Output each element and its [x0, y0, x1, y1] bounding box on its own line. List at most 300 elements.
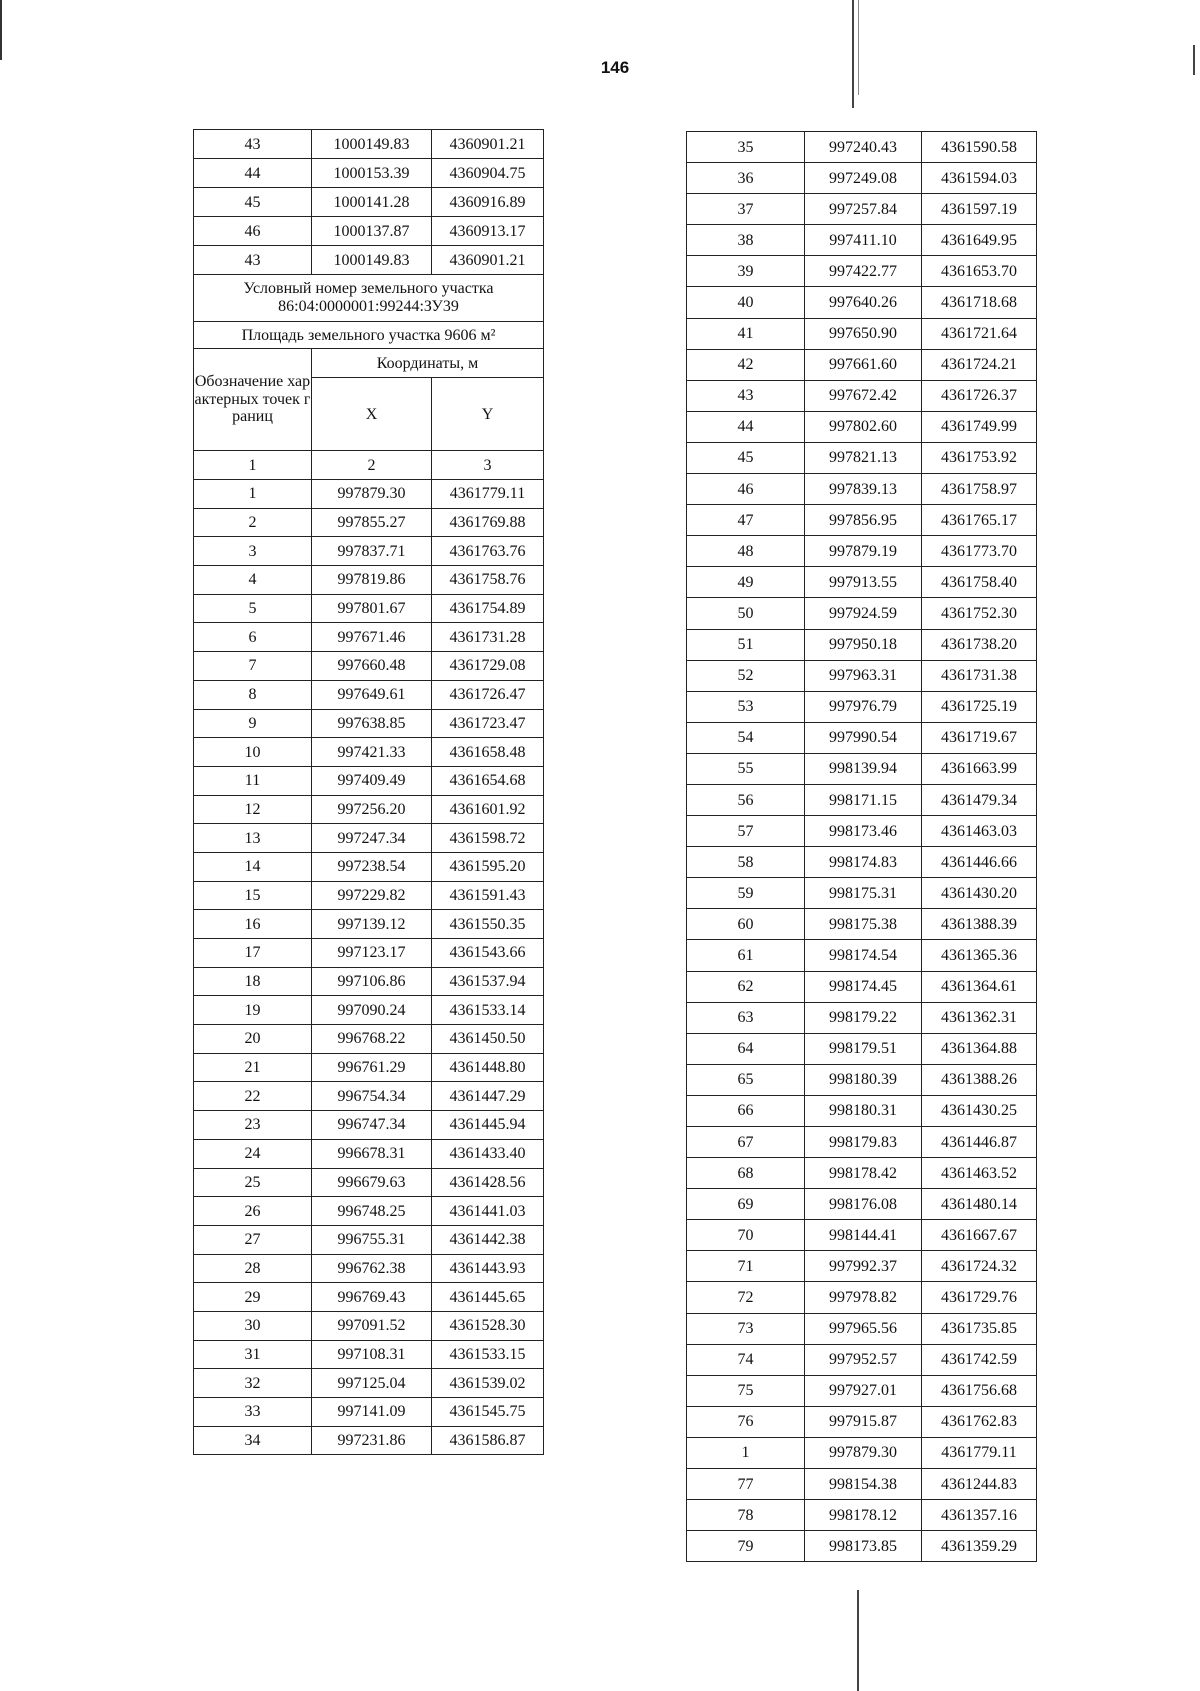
- x-coordinate: 997952.57: [805, 1344, 922, 1375]
- table-row: [687, 442, 1037, 473]
- x-coordinate: 997990.54: [805, 722, 922, 753]
- point-number: 39: [687, 256, 805, 287]
- y-coordinate: 4361725.19: [922, 691, 1037, 722]
- y-coordinate: 4361594.03: [922, 163, 1037, 194]
- table-row: [194, 1283, 544, 1312]
- y-coordinate: 4361763.76: [432, 537, 544, 566]
- table-row: [194, 680, 544, 709]
- x-coordinate: 998173.85: [805, 1531, 922, 1562]
- table-row: [687, 1220, 1037, 1251]
- y-coordinate: 4361446.87: [922, 1127, 1037, 1158]
- point-number: 23: [194, 1111, 312, 1140]
- y-coordinate: 4360913.17: [432, 217, 544, 246]
- x-coordinate: 998173.46: [805, 816, 922, 847]
- point-number: 7: [194, 652, 312, 681]
- x-coordinate: 997249.08: [805, 163, 922, 194]
- x-coordinate: 996747.34: [312, 1111, 432, 1140]
- y-coordinate: 4361428.56: [432, 1168, 544, 1197]
- point-number: 25: [194, 1168, 312, 1197]
- x-coordinate: 997661.60: [805, 349, 922, 380]
- table-row: [687, 1531, 1037, 1562]
- table-row: [687, 784, 1037, 815]
- point-number: 27: [194, 1225, 312, 1254]
- x-coordinate: 997913.55: [805, 567, 922, 598]
- point-number: 44: [687, 411, 805, 442]
- table-row: [194, 766, 544, 795]
- table-row: [194, 1254, 544, 1283]
- x-coordinate: 997855.27: [312, 508, 432, 537]
- point-number: 61: [687, 940, 805, 971]
- x-coordinate: 998139.94: [805, 753, 922, 784]
- table-row: [194, 623, 544, 652]
- y-coordinate: 4361597.19: [922, 194, 1037, 225]
- table-row: [194, 709, 544, 738]
- x-header: X: [312, 378, 432, 451]
- x-coordinate: 997091.52: [312, 1311, 432, 1340]
- point-number: 26: [194, 1197, 312, 1226]
- x-coordinate: 997090.24: [312, 996, 432, 1025]
- point-number: 67: [687, 1127, 805, 1158]
- point-number: 29: [194, 1283, 312, 1312]
- scan-edge-left: [0, 0, 2, 60]
- point-number: 62: [687, 971, 805, 1002]
- x-coordinate: 1000149.83: [312, 246, 432, 275]
- y-coordinate: 4361654.68: [432, 766, 544, 795]
- point-number: 63: [687, 1002, 805, 1033]
- y-coordinate: 4361443.93: [432, 1254, 544, 1283]
- y-coordinate: 4361753.92: [922, 442, 1037, 473]
- y-coordinate: 4361445.65: [432, 1283, 544, 1312]
- y-coordinate: 4361447.29: [432, 1082, 544, 1111]
- x-coordinate: 997139.12: [312, 910, 432, 939]
- y-coordinate: 4361758.40: [922, 567, 1037, 598]
- table-row: [194, 130, 544, 159]
- table-row: [687, 1344, 1037, 1375]
- y-coordinate: 4361718.68: [922, 287, 1037, 318]
- y-coordinate: 4361433.40: [432, 1139, 544, 1168]
- x-coordinate: 996678.31: [312, 1139, 432, 1168]
- table-row: [687, 971, 1037, 1002]
- y-coordinate: 4361721.64: [922, 318, 1037, 349]
- y-coordinate: 4361779.11: [922, 1437, 1037, 1468]
- y-coordinate: 4361601.92: [432, 795, 544, 824]
- y-coordinate: 4361445.94: [432, 1111, 544, 1140]
- point-number: 6: [194, 623, 312, 652]
- table-row: [194, 537, 544, 566]
- x-coordinate: 997649.61: [312, 680, 432, 709]
- table-row: [194, 1311, 544, 1340]
- x-coordinate: 997915.87: [805, 1406, 922, 1437]
- y-coordinate: 4361731.28: [432, 623, 544, 652]
- point-number: 16: [194, 910, 312, 939]
- parcel-point-rows: [194, 480, 544, 1455]
- point-number: 40: [687, 287, 805, 318]
- table-row: [687, 816, 1037, 847]
- point-number: 3: [194, 537, 312, 566]
- x-coordinate: 996754.34: [312, 1082, 432, 1111]
- table-row: [687, 1189, 1037, 1220]
- x-coordinate: 997978.82: [805, 1282, 922, 1313]
- table-row: [687, 629, 1037, 660]
- point-number: 50: [687, 598, 805, 629]
- y-coordinate: 4361586.87: [432, 1426, 544, 1455]
- y-coordinate: 4360904.75: [432, 159, 544, 188]
- point-number: 10: [194, 738, 312, 767]
- x-coordinate: 997924.59: [805, 598, 922, 629]
- x-coordinate: 997801.67: [312, 594, 432, 623]
- table-row: [194, 480, 544, 509]
- table-row: [687, 598, 1037, 629]
- x-coordinate: 997411.10: [805, 225, 922, 256]
- y-coordinate: 4361446.66: [922, 847, 1037, 878]
- table-row: [194, 1168, 544, 1197]
- x-coordinate: 997638.85: [312, 709, 432, 738]
- table-row: [687, 722, 1037, 753]
- y-coordinate: 4361539.02: [432, 1369, 544, 1398]
- y-coordinate: 4361533.15: [432, 1340, 544, 1369]
- point-number: 48: [687, 536, 805, 567]
- y-coordinate: 4361362.31: [922, 1002, 1037, 1033]
- table-row: [687, 536, 1037, 567]
- y-coordinate: 4361724.32: [922, 1251, 1037, 1282]
- x-coordinate: 997640.26: [805, 287, 922, 318]
- point-number: 74: [687, 1344, 805, 1375]
- y-coordinate: 4361441.03: [432, 1197, 544, 1226]
- table-row: [194, 159, 544, 188]
- point-number: 9: [194, 709, 312, 738]
- table-row: [687, 1002, 1037, 1033]
- table-row: [687, 909, 1037, 940]
- x-coordinate: 998176.08: [805, 1189, 922, 1220]
- table-row: [687, 1064, 1037, 1095]
- x-coordinate: 997672.42: [805, 380, 922, 411]
- point-number: 43: [687, 380, 805, 411]
- y-coordinate: 4361724.21: [922, 349, 1037, 380]
- x-coordinate: 998175.31: [805, 878, 922, 909]
- x-coordinate: 997650.90: [805, 318, 922, 349]
- table-row: [687, 225, 1037, 256]
- point-number: 22: [194, 1082, 312, 1111]
- table-row: [687, 287, 1037, 318]
- table-row: [194, 652, 544, 681]
- y-coordinate: 4361653.70: [922, 256, 1037, 287]
- x-coordinate: 998180.39: [805, 1064, 922, 1095]
- point-number: 70: [687, 1220, 805, 1251]
- table-row: [687, 660, 1037, 691]
- point-number: 73: [687, 1313, 805, 1344]
- x-coordinate: 996761.29: [312, 1053, 432, 1082]
- previous-parcel-rows: [194, 130, 544, 275]
- x-coordinate: 997229.82: [312, 881, 432, 910]
- x-coordinate: 997421.33: [312, 738, 432, 767]
- y-coordinate: 4360916.89: [432, 188, 544, 217]
- point-number: 45: [194, 188, 312, 217]
- table-row: [194, 217, 544, 246]
- table-row: [194, 852, 544, 881]
- x-coordinate: 1000149.83: [312, 130, 432, 159]
- table-row: [687, 1251, 1037, 1282]
- x-coordinate: 997839.13: [805, 474, 922, 505]
- point-number: 54: [687, 722, 805, 753]
- point-number: 69: [687, 1189, 805, 1220]
- point-number: 41: [687, 318, 805, 349]
- table-row: [194, 881, 544, 910]
- x-coordinate: 997837.71: [312, 537, 432, 566]
- y-coordinate: 4360901.21: [432, 246, 544, 275]
- table-row: [194, 1225, 544, 1254]
- point-number: 28: [194, 1254, 312, 1283]
- point-number: 52: [687, 660, 805, 691]
- x-coordinate: 997965.56: [805, 1313, 922, 1344]
- x-coordinate: 997992.37: [805, 1251, 922, 1282]
- y-coordinate: 4361359.29: [922, 1531, 1037, 1562]
- y-coordinate: 4361463.03: [922, 816, 1037, 847]
- scan-artifact-top-2: [858, 0, 859, 95]
- y-coordinate: 4361719.67: [922, 722, 1037, 753]
- x-coordinate: 996679.63: [312, 1168, 432, 1197]
- point-number: 17: [194, 939, 312, 968]
- y-coordinate: 4361752.30: [922, 598, 1037, 629]
- x-coordinate: 997240.43: [805, 132, 922, 163]
- table-row: [687, 380, 1037, 411]
- y-coordinate: 4361731.38: [922, 660, 1037, 691]
- y-coordinate: 4361244.83: [922, 1469, 1037, 1500]
- y-coordinate: 4361758.97: [922, 474, 1037, 505]
- y-coordinate: 4361537.94: [432, 967, 544, 996]
- point-number: 78: [687, 1500, 805, 1531]
- table-row: [194, 1369, 544, 1398]
- point-number: 55: [687, 753, 805, 784]
- table-row: [194, 824, 544, 853]
- point-number: 38: [687, 225, 805, 256]
- y-coordinate: 4361430.20: [922, 878, 1037, 909]
- table-row: [194, 1340, 544, 1369]
- point-number: 47: [687, 505, 805, 536]
- table-row: [687, 474, 1037, 505]
- point-number: 46: [194, 217, 312, 246]
- y-coordinate: 4361598.72: [432, 824, 544, 853]
- y-coordinate: 4361765.17: [922, 505, 1037, 536]
- table-row: [687, 1158, 1037, 1189]
- y-coordinate: 4361528.30: [432, 1311, 544, 1340]
- point-number: 4: [194, 566, 312, 595]
- table-row: [687, 1375, 1037, 1406]
- parcel-number-label: Условный номер земельного участка 86:04:0000001:99244:ЗУ39: [194, 275, 544, 322]
- table-row: [194, 566, 544, 595]
- x-coordinate: 997976.79: [805, 691, 922, 722]
- x-coordinate: 998154.38: [805, 1469, 922, 1500]
- y-coordinate: 4361364.61: [922, 971, 1037, 1002]
- y-coordinate: 4361357.16: [922, 1500, 1037, 1531]
- x-coordinate: 997660.48: [312, 652, 432, 681]
- point-number: 66: [687, 1095, 805, 1126]
- table-row: [687, 1127, 1037, 1158]
- y-coordinate: 4361729.76: [922, 1282, 1037, 1313]
- y-coordinate: 4361749.99: [922, 411, 1037, 442]
- scan-artifact-top: [852, 0, 854, 108]
- y-coordinate: 4361762.83: [922, 1406, 1037, 1437]
- table-row: [687, 1313, 1037, 1344]
- table-row: [687, 567, 1037, 598]
- point-number: 77: [687, 1469, 805, 1500]
- point-number: 15: [194, 881, 312, 910]
- table-row: [687, 691, 1037, 722]
- x-coordinate: 998178.42: [805, 1158, 922, 1189]
- y-coordinate: 4361550.35: [432, 910, 544, 939]
- point-number: 31: [194, 1340, 312, 1369]
- point-number: 75: [687, 1375, 805, 1406]
- y-coordinate: 4361667.67: [922, 1220, 1037, 1251]
- x-coordinate: 997231.86: [312, 1426, 432, 1455]
- point-number: 8: [194, 680, 312, 709]
- point-number: 79: [687, 1531, 805, 1562]
- table-row: [194, 1082, 544, 1111]
- x-coordinate: 998180.31: [805, 1095, 922, 1126]
- point-number: 1: [194, 480, 312, 509]
- table-row: [194, 910, 544, 939]
- table-row: [687, 256, 1037, 287]
- y-coordinate: 4361658.48: [432, 738, 544, 767]
- y-coordinate: 4361450.50: [432, 1025, 544, 1054]
- point-number: 18: [194, 967, 312, 996]
- y-coordinate: 4361779.11: [432, 480, 544, 509]
- point-number: 32: [194, 1369, 312, 1398]
- x-coordinate: 997963.31: [805, 660, 922, 691]
- point-number: 2: [194, 508, 312, 537]
- x-coordinate: 997422.77: [805, 256, 922, 287]
- y-coordinate: 4361388.26: [922, 1064, 1037, 1095]
- y-coordinate: 4361365.36: [922, 940, 1037, 971]
- x-coordinate: 998174.54: [805, 940, 922, 971]
- x-coordinate: 997238.54: [312, 852, 432, 881]
- point-number: 34: [194, 1426, 312, 1455]
- y-coordinate: 4361388.39: [922, 909, 1037, 940]
- table-row: [687, 1469, 1037, 1500]
- table-row: [194, 508, 544, 537]
- x-coordinate: 997125.04: [312, 1369, 432, 1398]
- table-row: [687, 847, 1037, 878]
- table-row: [194, 1139, 544, 1168]
- y-header: Y: [432, 378, 544, 451]
- point-number: 51: [687, 629, 805, 660]
- table-row: [194, 967, 544, 996]
- table-row: [194, 1398, 544, 1427]
- y-coordinate: 4361591.43: [432, 881, 544, 910]
- x-coordinate: 996762.38: [312, 1254, 432, 1283]
- y-coordinate: 4361723.47: [432, 709, 544, 738]
- x-coordinate: 998178.12: [805, 1500, 922, 1531]
- x-coordinate: 998179.83: [805, 1127, 922, 1158]
- parcel-area-label: Площадь земельного участка 9606 м²: [194, 322, 544, 349]
- y-coordinate: 4361545.75: [432, 1398, 544, 1427]
- table-row: [687, 411, 1037, 442]
- table-row: [687, 349, 1037, 380]
- y-coordinate: 4361756.68: [922, 1375, 1037, 1406]
- y-coordinate: 4361649.95: [922, 225, 1037, 256]
- point-number: 53: [687, 691, 805, 722]
- coordinates-table-right: [686, 131, 1037, 1562]
- table-row: [194, 1053, 544, 1082]
- table-row: [194, 188, 544, 217]
- y-coordinate: 4361738.20: [922, 629, 1037, 660]
- y-coordinate: 4361479.34: [922, 784, 1037, 815]
- page-number: 146: [600, 58, 630, 77]
- x-coordinate: 997106.86: [312, 967, 432, 996]
- column-number-3: 3: [432, 451, 544, 480]
- y-coordinate: 4361595.20: [432, 852, 544, 881]
- point-number: 71: [687, 1251, 805, 1282]
- point-number: 21: [194, 1053, 312, 1082]
- x-coordinate: 997879.30: [312, 480, 432, 509]
- table-row: [687, 1282, 1037, 1313]
- table-row: [687, 1406, 1037, 1437]
- point-designation-header: Обозначение характерных точек границ: [194, 349, 312, 451]
- point-number: 36: [687, 163, 805, 194]
- table-row: [687, 505, 1037, 536]
- y-coordinate: 4361773.70: [922, 536, 1037, 567]
- x-coordinate: 997879.19: [805, 536, 922, 567]
- point-number: 12: [194, 795, 312, 824]
- table-row: [194, 1426, 544, 1455]
- y-coordinate: 4361543.66: [432, 939, 544, 968]
- x-coordinate: 997819.86: [312, 566, 432, 595]
- y-coordinate: 4361533.14: [432, 996, 544, 1025]
- x-coordinate: 997257.84: [805, 194, 922, 225]
- y-coordinate: 4361430.25: [922, 1095, 1037, 1126]
- x-coordinate: 997256.20: [312, 795, 432, 824]
- scan-artifact-bottom: [857, 1590, 859, 1691]
- parcel-point-rows-continued: [687, 132, 1037, 1562]
- x-coordinate: 997879.30: [805, 1437, 922, 1468]
- table-row: [194, 738, 544, 767]
- table-row: [687, 132, 1037, 163]
- y-coordinate: 4361480.14: [922, 1189, 1037, 1220]
- point-number: 14: [194, 852, 312, 881]
- table-row: [194, 996, 544, 1025]
- point-number: 42: [687, 349, 805, 380]
- y-coordinate: 4361463.52: [922, 1158, 1037, 1189]
- point-number: 65: [687, 1064, 805, 1095]
- y-coordinate: 4361742.59: [922, 1344, 1037, 1375]
- table-row: [194, 594, 544, 623]
- point-number: 24: [194, 1139, 312, 1168]
- point-number: 58: [687, 847, 805, 878]
- point-number: 76: [687, 1406, 805, 1437]
- point-number: 33: [194, 1398, 312, 1427]
- coordinates-table-left: [193, 129, 544, 1455]
- point-number: 59: [687, 878, 805, 909]
- point-number: 72: [687, 1282, 805, 1313]
- point-number: 5: [194, 594, 312, 623]
- point-number: 19: [194, 996, 312, 1025]
- point-number: 60: [687, 909, 805, 940]
- point-number: 45: [687, 442, 805, 473]
- x-coordinate: 998179.51: [805, 1033, 922, 1064]
- x-coordinate: 997247.34: [312, 824, 432, 853]
- point-number: 11: [194, 766, 312, 795]
- table-row: [687, 878, 1037, 909]
- point-number: 64: [687, 1033, 805, 1064]
- y-coordinate: 4360901.21: [432, 130, 544, 159]
- y-coordinate: 4361729.08: [432, 652, 544, 681]
- x-coordinate: 1000141.28: [312, 188, 432, 217]
- point-number: 68: [687, 1158, 805, 1189]
- column-number-2: 2: [312, 451, 432, 480]
- x-coordinate: 996748.25: [312, 1197, 432, 1226]
- table-row: [687, 1437, 1037, 1468]
- y-coordinate: 4361758.76: [432, 566, 544, 595]
- column-number-1: 1: [194, 451, 312, 480]
